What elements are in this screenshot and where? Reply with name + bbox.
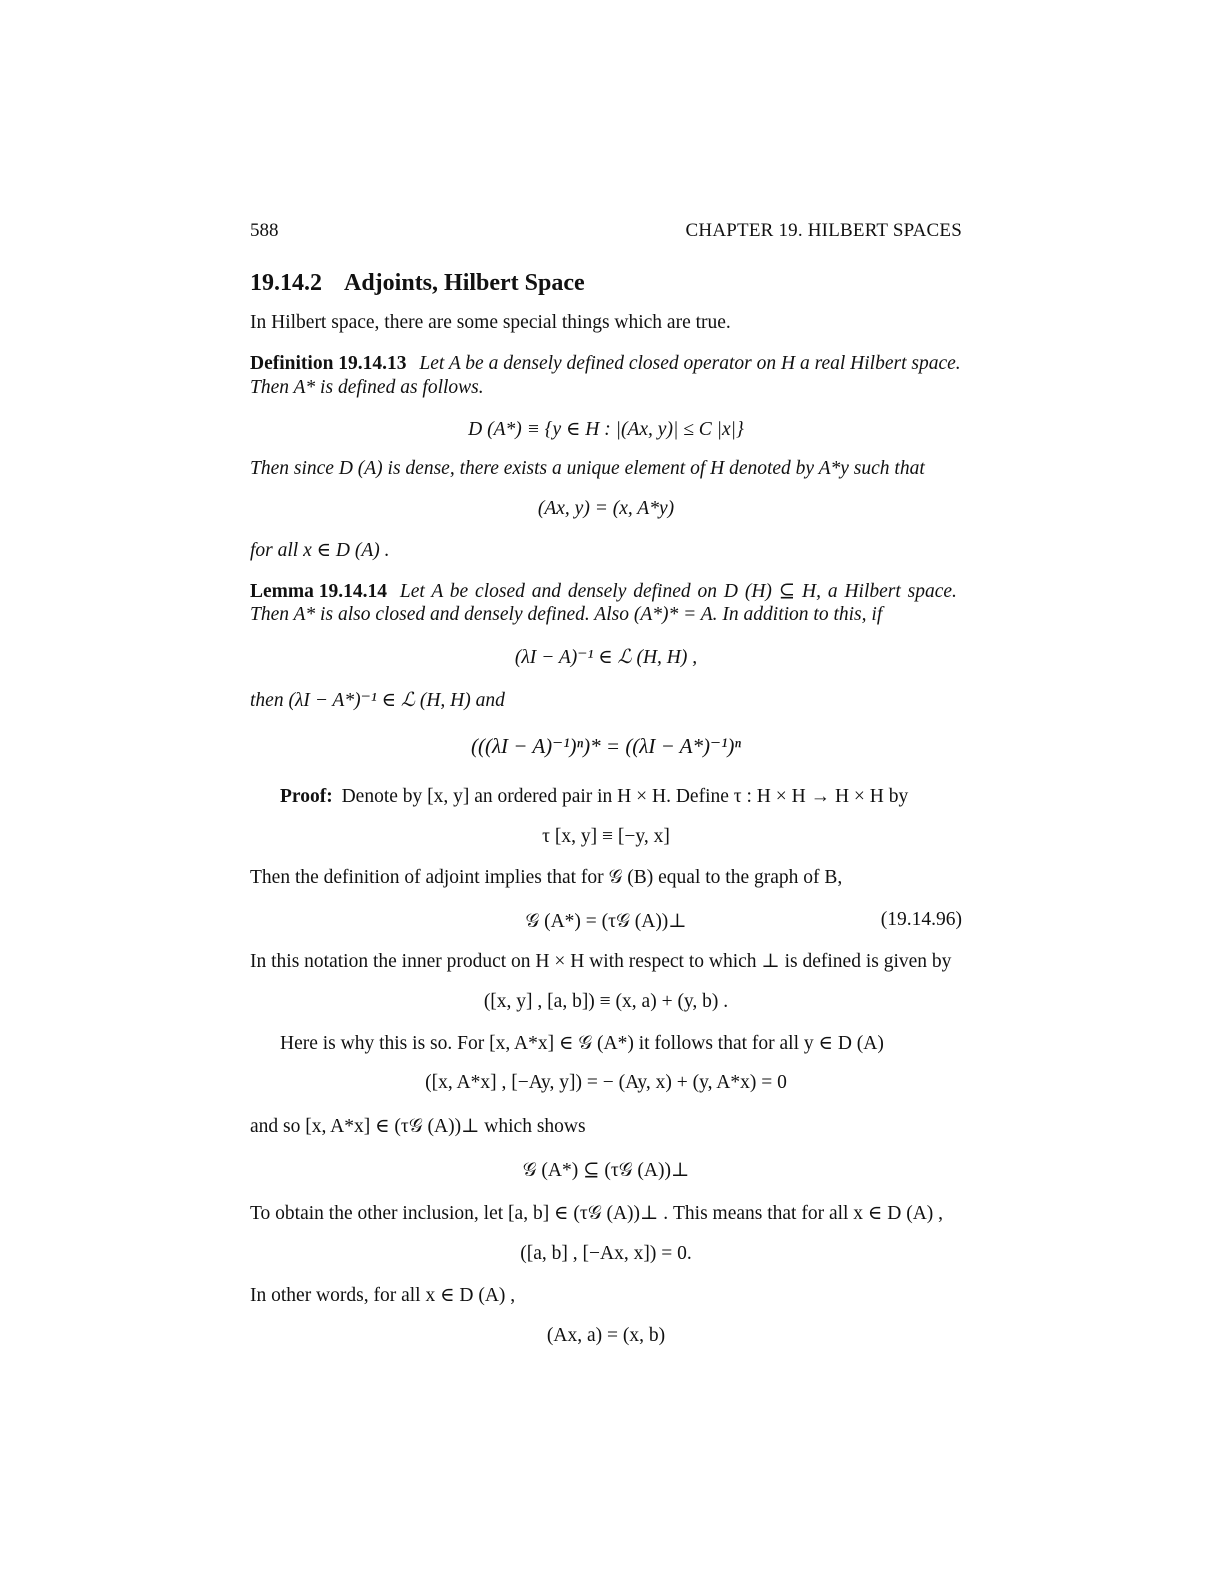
section-heading bbox=[250, 270, 962, 297]
definition-line-3: Then since D (A) is dense, there exists a unique element of H denoted by A*y such that bbox=[250, 458, 925, 479]
definition-label: Definition 19.14.13 bbox=[250, 353, 407, 374]
definition-equation-1: D (A*) ≡ {y ∈ H : |(Ax, y)| ≤ C |x|} bbox=[468, 419, 744, 440]
definition-line-1 bbox=[250, 352, 962, 376]
proof-equation-7: (Ax, a) = (x, b) bbox=[546, 1325, 666, 1346]
page bbox=[250, 0, 962, 1584]
proof-line-5: and so [x, A*x] ∈ (τ𝒢 (A))⊥ which shows bbox=[250, 1116, 586, 1137]
proof-equation-2 bbox=[250, 909, 962, 933]
proof-equation-3: ([x, y] , [a, b]) ≡ (x, a) + (y, b) . bbox=[483, 991, 729, 1012]
section-title: Adjoints, Hilbert Space bbox=[344, 270, 585, 296]
proof-text-1: Denote by [x, y] an ordered pair in H × H. Define τ : H × H → H × H by bbox=[341, 786, 909, 807]
page-number: 588 bbox=[250, 220, 279, 241]
definition-text-1: Let A be a densely defined closed operator on H a real Hilbert space. bbox=[419, 353, 961, 374]
proof-line-2: Then the definition of adjoint implies that for 𝒢 (B) equal to the graph of B, bbox=[250, 867, 843, 888]
equation-19-14-96: 𝒢 (A*) = (τ𝒢 (A))⊥ bbox=[525, 911, 687, 932]
proof-line-6: To obtain the other inclusion, let [a, b] ∈ (τ𝒢 (A))⊥ . This means that for all x ∈ D (A) , bbox=[250, 1203, 944, 1224]
lemma-line-2: Then A* is also closed and densely defined. Also (A*)* = A. In addition to this, if bbox=[250, 604, 883, 625]
intro-paragraph: In Hilbert space, there are some special things which are true. bbox=[250, 312, 731, 333]
proof-equation-1: τ [x, y] ≡ [−y, x] bbox=[542, 826, 670, 847]
lemma-line-1 bbox=[250, 580, 962, 604]
proof-line-1 bbox=[250, 785, 962, 809]
definition-line-4: for all x ∈ D (A) . bbox=[250, 540, 390, 561]
proof-label: Proof: bbox=[280, 786, 333, 807]
chapter-title: CHAPTER 19. HILBERT SPACES bbox=[685, 220, 962, 241]
lemma-equation-1: (λI − A)⁻¹ ∈ ℒ (H, H) , bbox=[514, 647, 698, 668]
proof-equation-5: 𝒢 (A*) ⊆ (τ𝒢 (A))⊥ bbox=[522, 1160, 690, 1181]
proof-line-4: Here is why this is so. For [x, A*x] ∈ 𝒢 (A*) it follows that for all y ∈ D (A) bbox=[280, 1033, 884, 1054]
definition-line-2: Then A* is defined as follows. bbox=[250, 377, 484, 398]
lemma-line-3: then (λI − A*)⁻¹ ∈ ℒ (H, H) and bbox=[250, 690, 505, 711]
proof-equation-4: ([x, A*x] , [−Ay, y]) = − (Ay, x) + (y, A*x) = 0 bbox=[425, 1072, 787, 1093]
lemma-equation-2: (((λI − A)⁻¹)ⁿ)* = ((λI − A*)⁻¹)ⁿ bbox=[470, 734, 741, 758]
section-number: 19.14.2 bbox=[250, 270, 322, 296]
lemma-label: Lemma 19.14.14 bbox=[250, 581, 388, 602]
proof-line-7: In other words, for all x ∈ D (A) , bbox=[250, 1285, 516, 1306]
proof-equation-6: ([a, b] , [−Ax, x]) = 0. bbox=[520, 1243, 692, 1264]
lemma-text-1: Let A be closed and densely defined on D (H) ⊆ H, a Hilbert space. bbox=[399, 581, 957, 602]
definition-equation-2: (Ax, y) = (x, A*y) bbox=[537, 498, 675, 519]
equation-number: (19.14.96) bbox=[880, 909, 962, 930]
proof-line-3: In this notation the inner product on H × H with respect to which ⊥ is defined is given by bbox=[250, 951, 952, 972]
